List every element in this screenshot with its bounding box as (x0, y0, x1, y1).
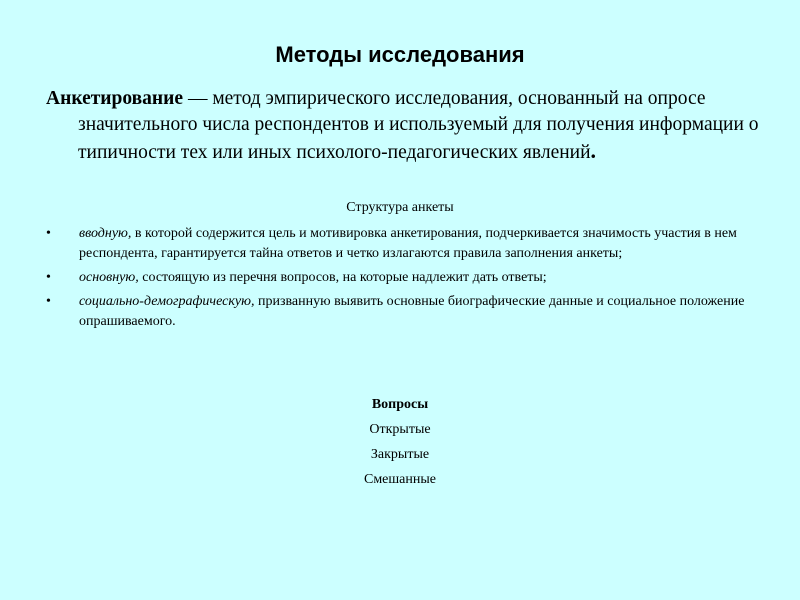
list-item (46, 292, 758, 332)
question-type-mixed: Смешанные (363, 472, 436, 487)
structure-heading: Структура анкеты (346, 200, 454, 215)
list-item-text: в которой содержится цель и мотивировка анкетирования, подчеркивается значимость участия в нем респондента, гарантируется тайна ответов и четко излагаются правила заполнения анкеты; (79, 226, 737, 261)
list-item-lead: основную, (79, 270, 139, 285)
list-item (46, 268, 758, 288)
bullet-icon: • (46, 226, 51, 241)
slide-title: Методы исследования (275, 42, 525, 67)
questions-heading: Вопросы (371, 397, 429, 412)
intro-paragraph (46, 86, 778, 166)
question-type-open: Открытые (369, 422, 431, 437)
list-item-lead: вводную, (79, 226, 132, 241)
question-type-closed: Закрытые (370, 447, 430, 462)
structure-list (46, 224, 758, 336)
questions-block (0, 392, 800, 492)
list-item-text: призванную выявить основные биографические данные и социальное положение опрашиваемого. (79, 294, 745, 329)
intro-term: Анкетирование (46, 88, 184, 109)
list-item-text: состоящую из перечня вопросов, на которые надлежит дать ответы; (138, 270, 547, 285)
list-item (46, 224, 758, 264)
bullet-icon: • (46, 270, 51, 285)
bullet-icon: • (46, 294, 51, 309)
intro-end-mark: . (590, 138, 597, 163)
intro-text: — метод эмпирического исследования, основанный на опросе значительного числа респондентов и используемый для получения информации о типичности тех или иных психолого-педагогических явлений (78, 88, 759, 163)
list-item-lead: социально-демографическую, (79, 294, 255, 309)
